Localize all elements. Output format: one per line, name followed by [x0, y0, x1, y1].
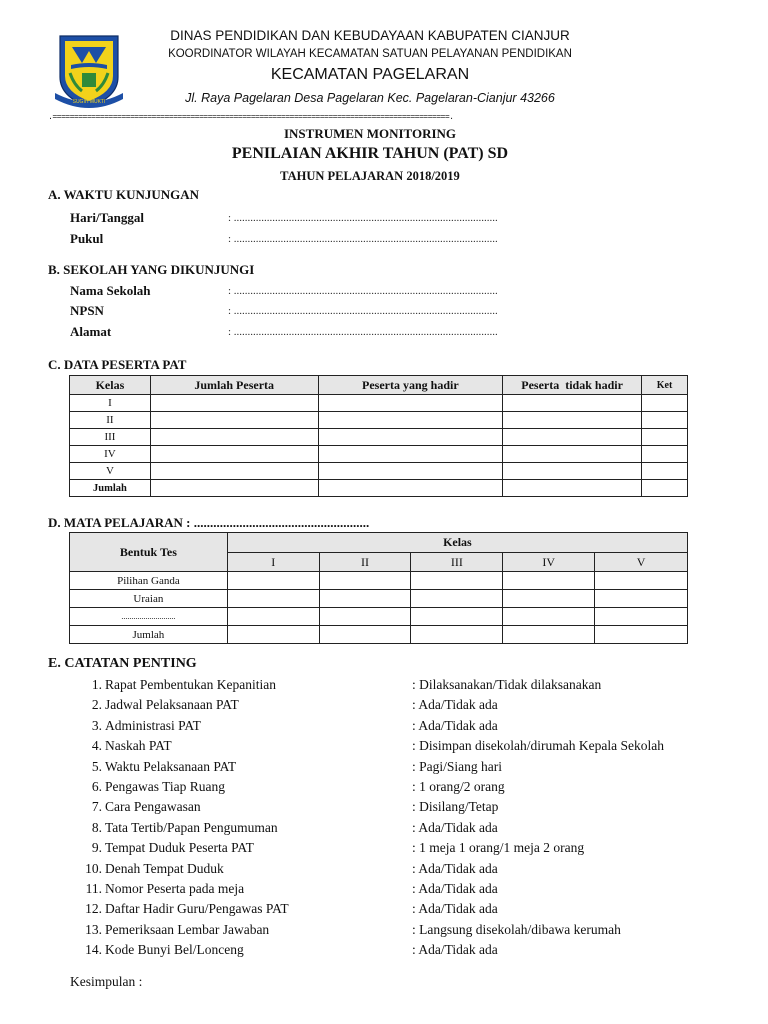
col-ket: Ket — [642, 376, 688, 395]
table-cell[interactable] — [411, 626, 503, 644]
table-row — [70, 590, 688, 608]
field-value-pukul[interactable]: : ................................................................................................ — [228, 233, 498, 245]
table-cell[interactable] — [319, 590, 411, 608]
row-bentuk: ........................... — [70, 608, 228, 626]
header-line-1: DINAS PENDIDIKAN DAN KEBUDAYAAN KABUPATEN CIANJUR — [170, 28, 570, 43]
table-cell[interactable] — [503, 429, 642, 446]
kesimpulan-label[interactable]: Kesimpulan : — [70, 974, 143, 989]
note-option[interactable]: : Langsung disekolah/dibawa kerumah — [412, 921, 621, 937]
table-cell[interactable] — [503, 395, 642, 412]
note-number: 14. — [85, 942, 102, 958]
table-cell[interactable] — [411, 608, 503, 626]
col-kelas-iii: III — [411, 553, 503, 572]
header-rule: .============================================================================================. — [48, 113, 454, 122]
section-b-heading: B. SEKOLAH YANG DIKUNJUNGI — [48, 262, 255, 277]
table-row — [70, 463, 688, 480]
table-cell[interactable] — [503, 608, 595, 626]
note-number: 8. — [91, 819, 102, 835]
section-c-heading: C. DATA PESERTA PAT — [48, 357, 187, 372]
doc-title-1: INSTRUMEN MONITORING — [283, 126, 457, 141]
field-label-alamat: Alamat — [70, 324, 112, 339]
col-kelas-i: I — [227, 553, 319, 572]
table-cell[interactable] — [642, 412, 688, 429]
note-label: Nomor Peserta pada meja — [105, 881, 245, 896]
doc-title-2: PENILAIAN AKHIR TAHUN (PAT) SD — [231, 145, 509, 162]
table-cell[interactable] — [595, 590, 688, 608]
table-row-total — [70, 626, 688, 644]
note-label: Jadwal Pelaksanaan PAT — [105, 697, 239, 713]
table-cell[interactable] — [150, 463, 318, 480]
note-number: 7. — [91, 799, 102, 815]
note-label: Naskah PAT — [105, 738, 172, 754]
field-value-hari[interactable]: : ................................................................................................ — [228, 212, 498, 224]
note-option[interactable]: : Disimpan disekolah/dirumah Kepala Sekolah — [412, 738, 664, 754]
row-kelas: IV — [70, 446, 151, 463]
note-option[interactable]: : Ada/Tidak ada — [412, 881, 498, 896]
table-row — [70, 429, 688, 446]
table-cell[interactable] — [227, 590, 319, 608]
table-cell[interactable] — [227, 572, 319, 590]
table-row-total — [70, 480, 688, 497]
table-cell[interactable] — [319, 572, 411, 590]
table-cell[interactable] — [595, 608, 688, 626]
mapel-table — [69, 532, 688, 644]
table-cell[interactable] — [319, 626, 411, 644]
note-label: Pengawas Tiap Ruang — [105, 779, 226, 794]
note-number: 11. — [85, 881, 102, 896]
note-option[interactable]: : Disilang/Tetap — [412, 799, 499, 815]
table-row — [70, 572, 688, 590]
table-cell[interactable] — [318, 429, 503, 446]
note-number: 2. — [91, 697, 102, 713]
table-cell[interactable] — [227, 608, 319, 626]
note-number: 1. — [91, 677, 102, 692]
note-label: Kode Bunyi Bel/Lonceng — [105, 942, 244, 958]
row-kelas: III — [70, 429, 151, 446]
row-kelas: I — [70, 395, 151, 412]
field-label-nama-sekolah: Nama Sekolah — [70, 283, 151, 298]
section-a-heading: A. WAKTU KUNJUNGAN — [48, 187, 200, 202]
doc-title-3: TAHUN PELAJARAN 2018/2019 — [280, 169, 460, 183]
table-cell[interactable] — [318, 412, 503, 429]
note-option[interactable]: : Ada/Tidak ada — [412, 901, 498, 917]
table-cell[interactable] — [503, 463, 642, 480]
note-label: Denah Tempat Duduk — [105, 860, 224, 876]
table-cell[interactable] — [503, 480, 642, 497]
col-kelas: Kelas — [70, 376, 151, 395]
table-cell[interactable] — [150, 446, 318, 463]
note-option[interactable]: : Ada/Tidak ada — [412, 697, 498, 713]
col-kelas-iv: IV — [503, 553, 595, 572]
note-number: 4. — [91, 738, 102, 754]
note-number: 12. — [85, 901, 102, 917]
section-e-heading: E. CATATAN PENTING — [48, 656, 197, 671]
field-value-npsn[interactable]: : ................................................................................................ — [228, 305, 498, 317]
col-kelas-v: V — [595, 553, 688, 572]
table-cell[interactable] — [318, 395, 503, 412]
col-kelas-ii: II — [319, 553, 411, 572]
note-label: Tata Tertib/Papan Pengumuman — [105, 819, 278, 835]
note-option[interactable]: : Pagi/Siang hari — [412, 758, 502, 774]
note-number: 10. — [85, 860, 102, 876]
header-line-2: KOORDINATOR WILAYAH KECAMATAN SATUAN PELAYANAN PENDIDIKAN — [168, 48, 572, 60]
col-jumlah-peserta: Jumlah Peserta — [150, 376, 318, 395]
table-cell[interactable] — [411, 590, 503, 608]
note-label: Daftar Hadir Guru/Pengawas PAT — [105, 901, 289, 917]
table-cell[interactable] — [503, 412, 642, 429]
header-line-3: KECAMATAN PAGELARAN — [270, 66, 470, 83]
col-peserta-tidak-hadir: Peserta tidak hadir — [503, 376, 642, 395]
table-cell[interactable] — [318, 480, 503, 497]
table-cell[interactable] — [318, 446, 503, 463]
table-row — [70, 395, 688, 412]
row-bentuk: Pilihan Ganda — [70, 572, 228, 590]
note-label: Administrasi PAT — [105, 717, 201, 733]
note-label: Cara Pengawasan — [105, 799, 201, 815]
table-row — [70, 608, 688, 626]
table-cell[interactable] — [150, 395, 318, 412]
note-number: 9. — [91, 840, 102, 856]
note-number: 6. — [91, 779, 102, 794]
table-cell[interactable] — [642, 463, 688, 480]
table-cell[interactable] — [642, 429, 688, 446]
field-label-pukul: Pukul — [70, 231, 104, 246]
peserta-table — [69, 375, 688, 497]
table-cell[interactable] — [595, 626, 688, 644]
regency-logo — [52, 33, 126, 111]
table-header-row — [70, 376, 688, 395]
table-header-row — [70, 533, 688, 553]
table-cell[interactable] — [642, 446, 688, 463]
note-option[interactable]: : Ada/Tidak ada — [412, 860, 498, 876]
row-jumlah: Jumlah — [70, 626, 228, 644]
note-option[interactable]: : Ada/Tidak ada — [412, 717, 498, 733]
note-option[interactable]: : 1 orang/2 orang — [412, 779, 505, 794]
table-cell[interactable] — [503, 446, 642, 463]
table-cell[interactable] — [595, 572, 688, 590]
field-label-npsn: NPSN — [70, 303, 104, 318]
header-address: Jl. Raya Pagelaran Desa Pagelaran Kec. Pagelaran-Cianjur 43266 — [185, 91, 555, 105]
table-row — [70, 446, 688, 463]
note-label: Tempat Duduk Peserta PAT — [105, 840, 254, 856]
table-cell[interactable] — [150, 429, 318, 446]
field-label-hari: Hari/Tanggal — [70, 210, 144, 225]
note-label: Pemeriksaan Lembar Jawaban — [105, 921, 270, 937]
table-row — [70, 412, 688, 429]
note-label: Rapat Pembentukan Kepanitian — [105, 677, 276, 692]
note-option[interactable]: : 1 meja 1 orang/1 meja 2 orang — [412, 840, 585, 856]
table-cell[interactable] — [411, 572, 503, 590]
note-option[interactable]: : Ada/Tidak ada — [412, 942, 498, 958]
table-cell[interactable] — [503, 590, 595, 608]
field-value-alamat[interactable]: : ................................................................................................ — [228, 326, 498, 338]
table-cell[interactable] — [150, 480, 318, 497]
col-bentuk-tes: Bentuk Tes — [70, 533, 228, 572]
table-cell[interactable] — [503, 626, 595, 644]
table-cell[interactable] — [227, 626, 319, 644]
row-jumlah: Jumlah — [70, 480, 151, 497]
table-cell[interactable] — [319, 608, 411, 626]
row-kelas: II — [70, 412, 151, 429]
col-peserta-hadir: Peserta yang hadir — [318, 376, 503, 395]
table-cell[interactable] — [642, 395, 688, 412]
note-number: 3. — [91, 717, 102, 733]
table-cell[interactable] — [642, 480, 688, 497]
field-value-nama-sekolah[interactable]: : ................................................................................................ — [228, 285, 498, 297]
row-kelas: V — [70, 463, 151, 480]
note-number: 5. — [91, 758, 102, 774]
table-cell[interactable] — [503, 572, 595, 590]
table-cell[interactable] — [150, 412, 318, 429]
note-option[interactable]: : Dilaksanakan/Tidak dilaksanakan — [412, 677, 602, 692]
col-kelas-group: Kelas — [227, 533, 687, 553]
note-label: Waktu Pelaksanaan PAT — [105, 758, 237, 774]
note-number: 13. — [85, 921, 102, 937]
note-option[interactable]: : Ada/Tidak ada — [412, 819, 498, 835]
table-cell[interactable] — [318, 463, 503, 480]
section-d-heading: D. MATA PELAJARAN : ...................................................... — [48, 515, 370, 530]
logo-text: SUGIH MUKTI — [72, 99, 106, 105]
row-bentuk: Uraian — [70, 590, 228, 608]
